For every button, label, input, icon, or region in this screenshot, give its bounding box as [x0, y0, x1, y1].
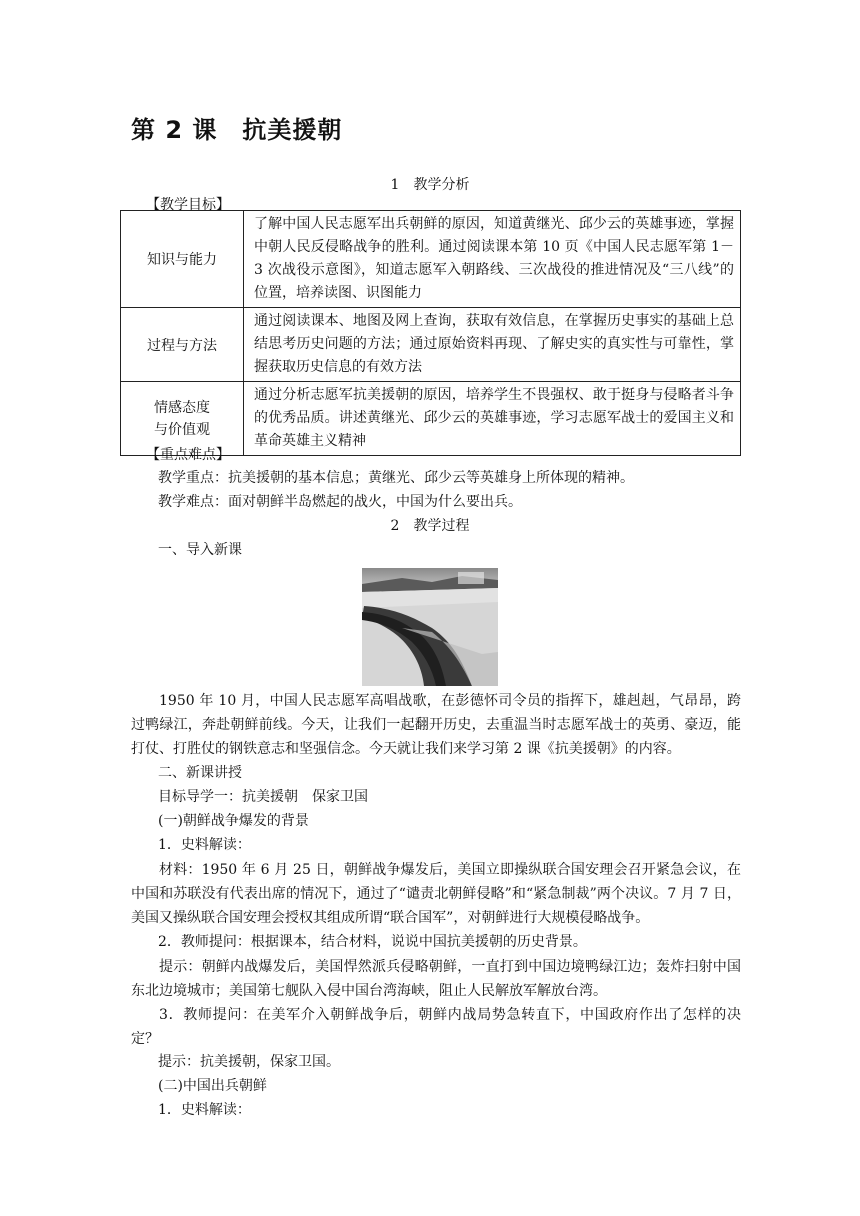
goals-tag: 【教学目标】 — [146, 197, 230, 213]
teaching-goals-table — [120, 210, 741, 456]
goal-key-line: 情感态度 — [154, 399, 210, 416]
section-heading-process: 2 教学过程 — [390, 518, 470, 534]
material-paragraph: 材料：1950 年 6 月 25 日，朝鲜战争爆发后，美国立即操纵联合国安理会召开紧急会议，在中国和苏联没有代表出席的情况下，通过了“谴责北朝鲜侵略”和“紧急制裁”两个决议。7 月 7 日，美国又操纵联合国安理会授权其组成所谓“联合国军”，对朝鲜进行大规模侵略战争。 — [131, 862, 741, 926]
step-material-reading-2: 1．史料解读： — [158, 1102, 251, 1118]
hint-paragraph-2: 提示：朝鲜内战爆发后，美国悍然派兵侵略朝鲜，一直打到中国边境鸭绿江边；轰炸扫射中国东北边境城市；美国第七舰队入侵中国台湾海峡，阻止人民解放军解放台湾。 — [131, 959, 741, 999]
key-point: 教学重点：抗美援朝的基本信息；黄继光、邱少云等英雄身上所体现的精神。 — [158, 470, 634, 486]
hint-3: 提示：抗美援朝，保家卫国。 — [158, 1054, 340, 1070]
section-heading-analysis: 1 教学分析 — [390, 177, 470, 193]
step-material-reading: 1．史料解读： — [158, 837, 251, 853]
intro-paragraph: 1950 年 10 月，中国人民志愿军高唱战歌，在彭德怀司令员的指挥下，雄赳赳，气昂昂，跨过鸭绿江，奔赴朝鲜前线。今天，让我们一起翻开历史，去重温当时志愿军战士的英勇、豪迈，能打仗、打胜仗的钢铁意志和坚强信念。今天就让我们来学习第 2 课《抗美援朝》的内容。 — [131, 693, 741, 757]
goal-text: 通过分析志愿军抗美援朝的原因，培养学生不畏强权、敢于挺身与侵略者斗争的优秀品质。讲述黄继光、邱少云的英雄事迹，学习志愿军战士的爱国主义和革命英雄主义精神 — [244, 382, 741, 456]
part-heading-lecture: 二、新课讲授 — [158, 765, 242, 781]
goal-key: 过程与方法 — [121, 308, 244, 382]
goal-text: 了解中国人民志愿军出兵朝鲜的原因，知道黄继光、邱少云的英雄事迹，掌握中朝人民反侵略战争的胜利。通过阅读课本第 10 页《中国人民志愿军第 1－3 次战役示意图》，知道志愿军入朝路线、三次战役的推进情况及“三八线”的位置，培养读图、识图能力 — [244, 211, 741, 308]
table-row — [121, 308, 741, 382]
volunteer-army-photo — [362, 568, 498, 686]
difficult-point: 教学难点：面对朝鲜半岛燃起的战火，中国为什么要出兵。 — [158, 494, 522, 510]
subsection-background: (一)朝鲜战争爆发的背景 — [158, 813, 309, 829]
teacher-question-3: 3．教师提问：在美军介入朝鲜战争后，朝鲜内战局势急转直下，中国政府作出了怎样的决定？ — [131, 1007, 741, 1047]
goal-key-line: 与价值观 — [154, 421, 210, 438]
part-heading-intro: 一、导入新课 — [158, 542, 242, 558]
goal-text: 通过阅读课本、地图及网上查询，获取有效信息，在掌握历史事实的基础上总结思考历史问题的方法；通过原始资料再现、了解史实的真实性与可靠性，掌握获取历史信息的有效方法 — [244, 308, 741, 382]
keypoints-tag: 【重点难点】 — [146, 447, 230, 463]
lesson-title: 第 2 课 抗美援朝 — [131, 116, 343, 144]
target-heading-1: 目标导学一：抗美援朝 保家卫国 — [158, 789, 368, 805]
subsection-dispatch: (二)中国出兵朝鲜 — [158, 1078, 267, 1094]
goal-key: 知识与能力 — [121, 211, 244, 308]
teacher-question-2: 2．教师提问：根据课本，结合材料，说说中国抗美援朝的历史背景。 — [158, 934, 587, 950]
table-row — [121, 211, 741, 308]
